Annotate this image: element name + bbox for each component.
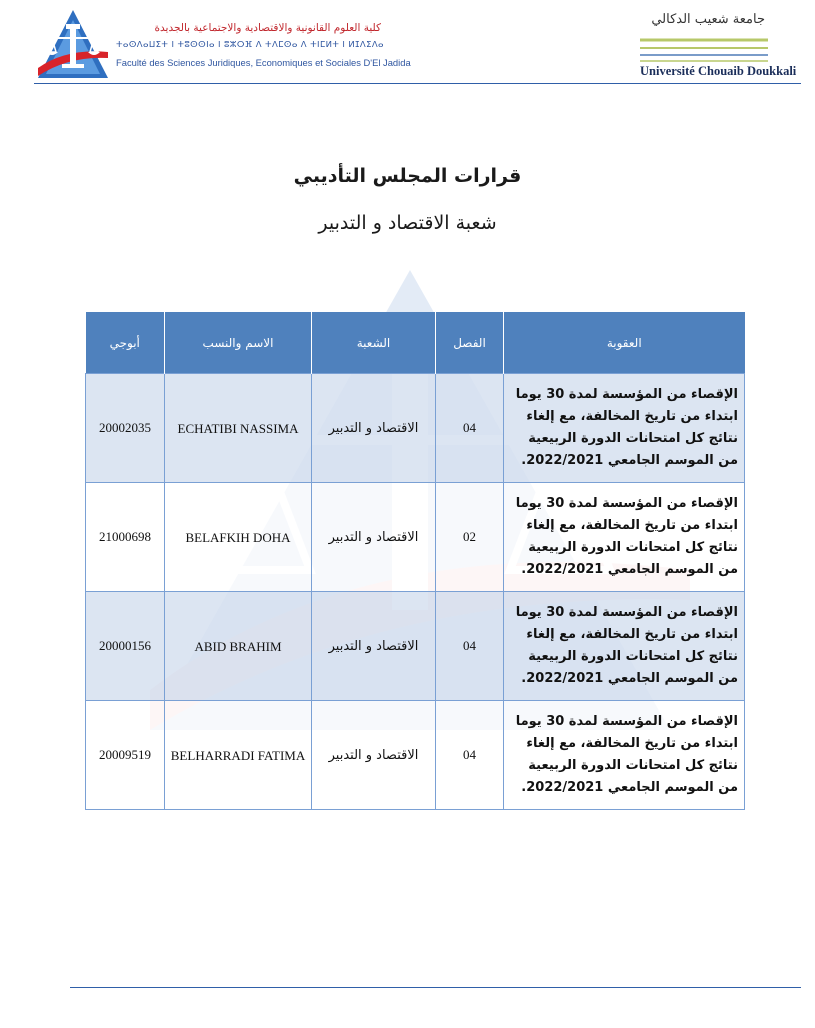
footer-divider xyxy=(70,987,801,988)
student-section: الاقتصاد و التدبير xyxy=(312,483,436,592)
student-semester: 04 xyxy=(436,374,504,483)
university-name-arabic: جامعة شعيب الدكالي xyxy=(651,12,765,27)
table-row xyxy=(86,701,745,810)
faculty-name-french: Faculté des Sciences Juridiques, Economiques et Sociales D'El Jadida xyxy=(116,57,411,68)
student-code: 21000698 xyxy=(86,483,165,592)
university-name-french: Université Chouaib Doukkali xyxy=(640,64,797,78)
student-code: 20002035 xyxy=(86,374,165,483)
student-name: BELHARRADI FATIMA xyxy=(165,701,312,810)
faculty-scales-emblem-icon xyxy=(36,8,110,82)
header-section: الشعبة xyxy=(312,312,436,374)
student-name: ECHATIBI NASSIMA xyxy=(165,374,312,483)
faculty-name-tifinagh: ⵜⴰⵙⴷⴰⵡⵉⵜ ⵏ ⵜⵓⵙⵙⵏⴰ ⵏ ⵓⵣⵔⴼ ⴷ ⵜⴷⵎⵙⴰ ⴷ ⵜⵏⵎⵍⵜ ⵏ ⵍⵊⴷⵉⴷⴰ xyxy=(116,40,384,50)
student-name: BELAFKIH DOHA xyxy=(165,483,312,592)
table-row xyxy=(86,592,745,701)
header-penalty: العقوبة xyxy=(504,312,745,374)
header-code: أبوجي xyxy=(86,312,165,374)
student-code: 20009519 xyxy=(86,701,165,810)
student-semester: 02 xyxy=(436,483,504,592)
table-row xyxy=(86,374,745,483)
header-divider xyxy=(34,83,801,84)
faculty-header xyxy=(36,8,411,82)
student-section: الاقتصاد و التدبير xyxy=(312,374,436,483)
university-logo-lines-icon xyxy=(640,36,768,64)
header-name: الاسم والنسب xyxy=(165,312,312,374)
header-semester: الفصل xyxy=(436,312,504,374)
student-name: ABID BRAHIM xyxy=(165,592,312,701)
penalty-text: الإقصاء من المؤسسة لمدة 30 يوما ابتداء من تاريخ المخالفة، مع إلغاء نتائج كل امتحانات الدورة الربيعية من الموسم الجامعي 2022/2021. xyxy=(504,483,745,592)
university-header xyxy=(640,12,797,84)
disciplinary-decisions-table xyxy=(85,312,745,810)
penalty-text: الإقصاء من المؤسسة لمدة 30 يوما ابتداء من تاريخ المخالفة، مع إلغاء نتائج كل امتحانات الدورة الربيعية من الموسم الجامعي 2022/2021. xyxy=(504,374,745,483)
faculty-name-arabic: كلية العلوم القانونية والاقتصادية والاجتماعية بالجديدة xyxy=(154,22,381,34)
page-title: قرارات المجلس التأديبي xyxy=(293,165,522,187)
student-section: الاقتصاد و التدبير xyxy=(312,701,436,810)
penalty-text: الإقصاء من المؤسسة لمدة 30 يوما ابتداء من تاريخ المخالفة، مع إلغاء نتائج كل امتحانات الدورة الربيعية من الموسم الجامعي 2022/2021. xyxy=(504,701,745,810)
student-section: الاقتصاد و التدبير xyxy=(312,592,436,701)
table-row xyxy=(86,483,745,592)
student-code: 20000156 xyxy=(86,592,165,701)
student-semester: 04 xyxy=(436,701,504,810)
student-semester: 04 xyxy=(436,592,504,701)
page-subtitle: شعبة الاقتصاد و التدبير xyxy=(318,212,497,234)
penalty-text: الإقصاء من المؤسسة لمدة 30 يوما ابتداء من تاريخ المخالفة، مع إلغاء نتائج كل امتحانات الدورة الربيعية من الموسم الجامعي 2022/2021. xyxy=(504,592,745,701)
table-header-row xyxy=(86,312,745,374)
